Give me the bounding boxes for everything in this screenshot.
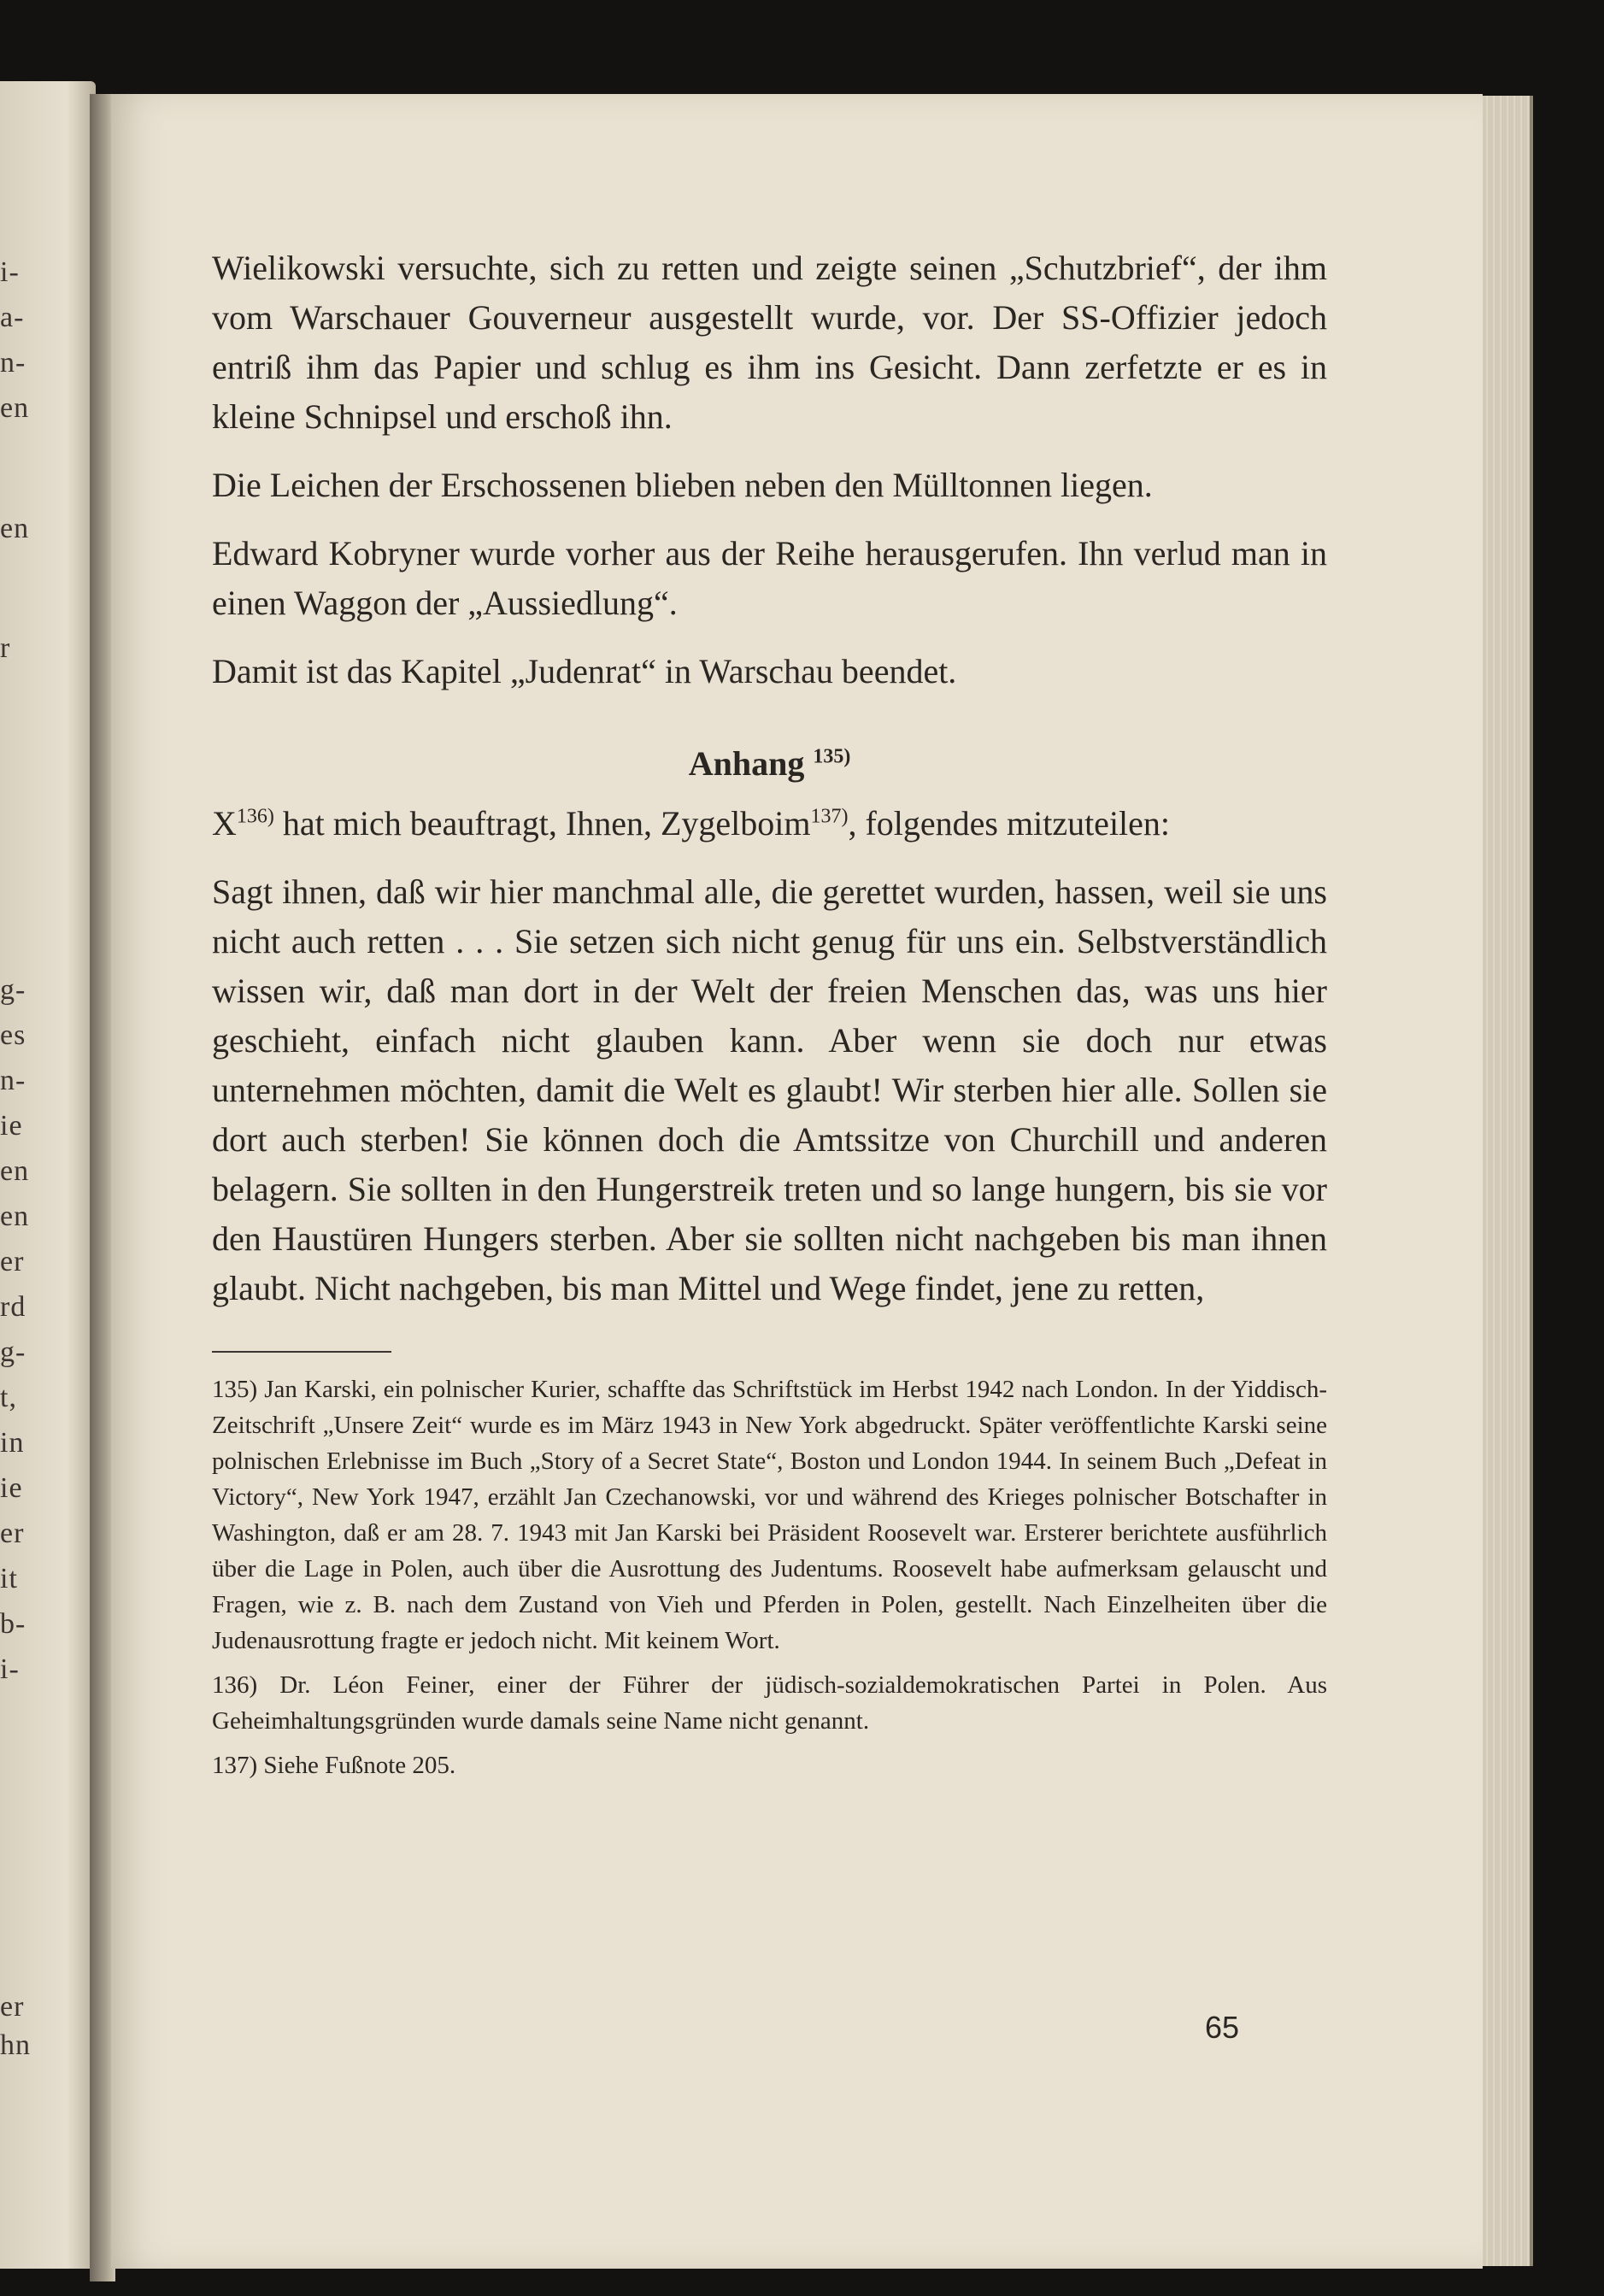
left-page-fragment: er (0, 1518, 25, 1549)
left-page-fragment: i- (0, 256, 20, 288)
left-page-fragment: en (0, 513, 30, 544)
paragraph: Damit ist das Kapitel „Judenrat“ in Warschau beendet. (212, 652, 957, 690)
footnote-ref: 135) (813, 745, 851, 768)
left-page-fragment: t, (0, 1382, 17, 1413)
footnote: 137) Siehe Fußnote 205. (212, 1752, 456, 1779)
page-number: 65 (1205, 2010, 1240, 2045)
left-page-fragment: er (0, 1991, 25, 2023)
appendix-heading (212, 739, 1327, 789)
left-page-fragment: er (0, 1246, 25, 1277)
left-page-fragment: en (0, 1155, 30, 1187)
left-page-fragment: in (0, 1427, 25, 1459)
footnotes (212, 1371, 1327, 1783)
footnote-ref: 136) (236, 805, 274, 828)
left-page-fragment: hn (0, 2029, 31, 2061)
left-page-fragment: r (0, 632, 11, 664)
paragraph: Die Leichen der Erschossenen blieben neben den Mülltonnen liegen. (212, 466, 1153, 504)
footnote: 136) Dr. Léon Feiner, einer der Führer der jüdisch-sozialdemokratischen Partei in Polen. Aus Geheimhaltungsgründen wurde damals seine Name nicht genannt. (212, 1671, 1327, 1735)
left-page (0, 81, 96, 2269)
left-page-fragment: g- (0, 974, 26, 1006)
footnote-ref: 137) (810, 805, 849, 828)
left-page-fragment: ie (0, 1110, 23, 1142)
left-page-fragment: n- (0, 347, 26, 379)
left-page-fragment: g- (0, 1336, 26, 1368)
left-page-fragment: a- (0, 302, 25, 333)
left-page-fragment: en (0, 1201, 30, 1232)
left-page-fragment: en (0, 392, 30, 424)
left-page-fragment: es (0, 1019, 26, 1051)
left-page-fragment: i- (0, 1653, 20, 1685)
left-page-fragment: n- (0, 1065, 26, 1096)
appendix-intro (212, 799, 1327, 849)
left-page-fragment: rd (0, 1291, 26, 1323)
appendix-intro-end: , folgendes mitzuteilen: (848, 804, 1171, 843)
footnote-divider (212, 1351, 391, 1353)
appendix-intro-start: X (212, 804, 237, 843)
appendix-body: Sagt ihnen, daß wir hier manchmal alle, die gerettet wurden, hassen, weil sie uns nicht auch retten . . . Sie setzen sich nicht genug für uns ein. Selbstverständlich wissen wir, daß man dort in der Welt der freien Menschen das, was uns hier geschieht, einfach nicht glauben kann. Aber wenn sie doch nur etwas unternehmen möchten, damit die Welt es glaubt! Wir sterben hier alle. Sollen sie dort auch sterben! Sie können doch die Amtssitze von Churchill und anderen belagern. Sie sollten in den Hungerstreik treten und so lange hungern, bis sie vor den Haustüren Hungers sterben. Aber sie sollten nicht nachgeben bis man ihnen glaubt. Nicht nachgeben, bis man Mittel und Wege findet, jene zu retten, (212, 872, 1327, 1307)
appendix-heading-text: Anhang (688, 744, 805, 783)
paragraph: Edward Kobryner wurde vorher aus der Reihe herausgerufen. Ihn verlud man in einen Waggon der „Aussiedlung“. (212, 534, 1327, 622)
left-page-fragment: b- (0, 1608, 26, 1640)
left-page-fragment: ie (0, 1472, 23, 1504)
page-text (212, 244, 1327, 1792)
page-edges (1483, 96, 1533, 2266)
appendix-intro-middle: hat mich beauftragt, Ihnen, Zygelboim (273, 804, 811, 843)
footnote: 135) Jan Karski, ein polnischer Kurier, schaffte das Schriftstück im Herbst 1942 nach London. In der Yiddisch-Zeitschrift „Unsere Zeit“ wurde es im März 1943 in New York abgedruckt. Später veröffentlichte Karski seine polnischen Erlebnisse im Buch „Story of a Secret State“, Boston und London 1944. In seinem Buch „Defeat in Victory“, New York 1947, erzählt Jan Czechanowski, vor und während des Krieges polnischer Botschafter in Washington, daß er am 28. 7. 1943 mit Jan Karski bei Präsident Roosevelt war. Ersterer berichtete ausführlich über die Lage in Polen, auch über die Ausrottung des Judentums. Roosevelt habe aufmerksam gelauscht und Fragen, wie z. B. nach dem Zustand von Vieh und Pferden in Polen, gestellt. Nach Einzelheiten über die Judenausrottung fragte er jedoch nicht. Mit keinem Wort. (212, 1376, 1327, 1654)
paragraph: Wielikowski versuchte, sich zu retten und zeigte seinen „Schutzbrief“, der ihm vom Warschauer Gouverneur ausgestellt wurde, vor. Der SS-Offizier jedoch entriß ihm das Papier und schlug es ihm ins Gesicht. Dann zerfetzte er es in kleine Schnipsel und erschoß ihn. (212, 249, 1327, 436)
left-page-fragment: it (0, 1563, 18, 1594)
